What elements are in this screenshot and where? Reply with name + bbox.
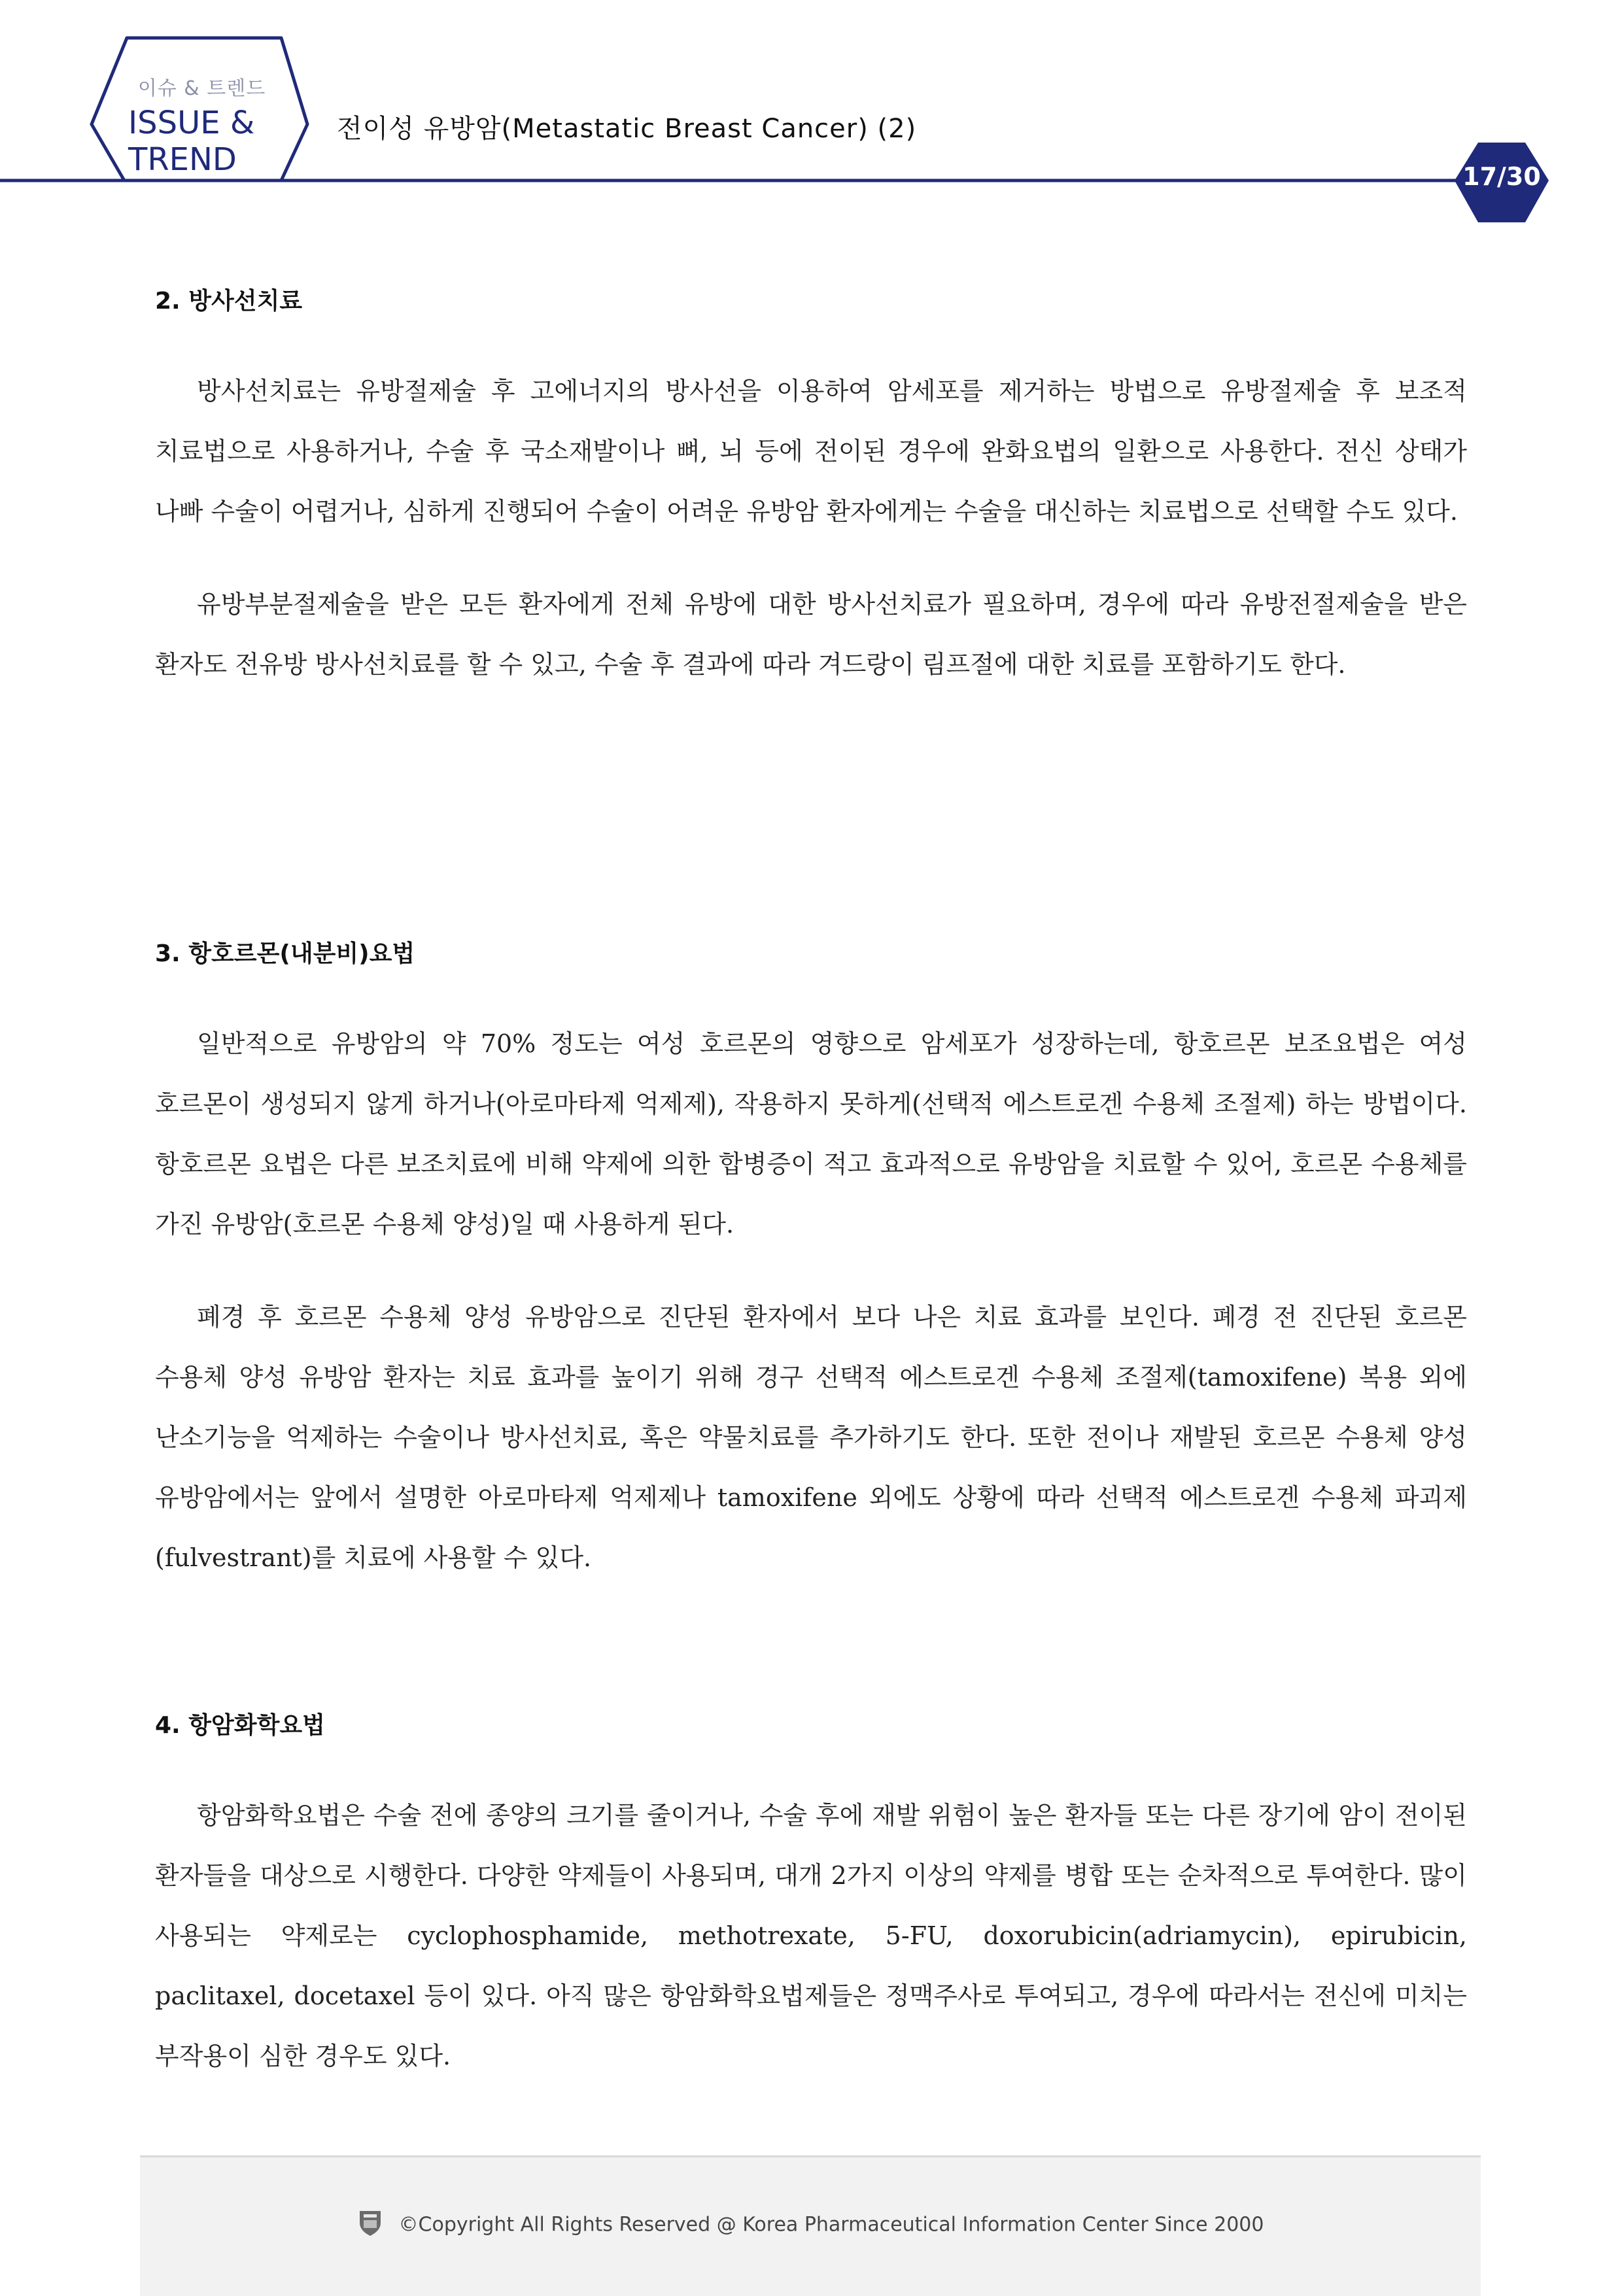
brand-line-2: TREND bbox=[128, 141, 237, 178]
paragraph: 항암화학요법은 수술 전에 종양의 크기를 줄이거나, 수술 후에 재발 위험이 높은 환자들 또는 다른 장기에 암이 전이된 환자들을 대상으로 시행한다. 다양한 약제들이 사용되며, 대개 2가지 이상의 약제를 병합 또는 순차적으로 투여한다. 많이 사용되는 약제로는 cyclophosphamide, methotrexate, 5-FU, doxorubicin(adriamycin), epirubicin, paclitaxel, docetaxel 등이 있다. 아직 많은 항암화학요법제들은 정맥주사로 투여되고, 경우에 따라서는 전신에 미치는 부작용이 심한 경우도 있다. bbox=[155, 1801, 1467, 2070]
paragraph: 유방부분절제술을 받은 모든 환자에게 전체 유방에 대한 방사선치료가 필요하며, 경우에 따라 유방전절제술을 받은 환자도 전유방 방사선치료를 할 수 있고, 수술 후 결과에 따라 겨드랑이 림프절에 대한 치료를 포함하기도 한다. bbox=[155, 590, 1467, 679]
section-title: 4. 항암화학요법 bbox=[155, 1712, 325, 1739]
brand-line-1: ISSUE & bbox=[128, 105, 255, 141]
copyright-text: ©Copyright All Rights Reserved @ Korea Pharmaceutical Information Center Since 2000 bbox=[398, 2213, 1264, 2236]
page-footer bbox=[140, 2155, 1481, 2296]
page-number-badge: 17/30 bbox=[1462, 162, 1541, 191]
section-title: 2. 방사선치료 bbox=[155, 288, 303, 315]
paragraph: 방사선치료는 유방절제술 후 고에너지의 방사선을 이용하여 암세포를 제거하는 방법으로 유방절제술 후 보조적 치료법으로 사용하거나, 수술 후 국소재발이나 뼈, 뇌 등에 전이된 경우에 완화요법의 일환으로 사용한다. 전신 상태가 나빠 수술이 어렵거나, 심하게 진행되어 수술이 어려운 유방암 환자에게는 수술을 대신하는 치료법으로 선택할 수도 있다. bbox=[155, 377, 1467, 526]
footer-content bbox=[140, 2208, 1481, 2242]
brand-english-label bbox=[128, 105, 285, 178]
section-chemotherapy bbox=[155, 1699, 1467, 2119]
paragraph: 일반적으로 유방암의 약 70% 정도는 여성 호르몬의 영향으로 암세포가 성장하는데, 항호르몬 보조요법은 여성 호르몬이 생성되지 않게 하거나(아로마타제 억제제), 작용하지 못하게(선택적 에스트로겐 수용체 조절제) 하는 방법이다. 항호르몬 요법은 다른 보조치료에 비해 약제에 의한 합병증이 적고 효과적으로 유방암을 치료할 수 있어, 호르몬 수용체를 가진 유방암(호르몬 수용체 양성)일 때 사용하게 된다. bbox=[155, 1029, 1467, 1239]
section-radiation-therapy bbox=[155, 275, 1467, 727]
brand-korean-label: 이슈 & 트렌드 bbox=[137, 77, 266, 100]
page-header bbox=[0, 0, 1622, 222]
paragraph: 폐경 후 호르몬 수용체 양성 유방암으로 진단된 환자에서 보다 나은 치료 효과를 보인다. 폐경 전 진단된 호르몬 수용체 양성 유방암 환자는 치료 효과를 높이기 위해 경구 선택적 에스트로겐 수용체 조절제(tamoxifene) 복용 외에 난소기능을 억제하는 수술이나 방사선치료, 혹은 약물치료를 추가하기도 한다. 또한 전이나 재발된 호르몬 수용체 양성 유방암에서는 앞에서 설명한 아로마타제 억제제나 tamoxifene 외에도 상황에 따라 선택적 에스트로겐 수용체 파괴제(fulvestrant)를 치료에 사용할 수 있다. bbox=[155, 1303, 1467, 1572]
document-title: 전이성 유방암(Metastatic Breast Cancer) (2) bbox=[337, 114, 917, 144]
shield-emblem-icon bbox=[357, 2208, 383, 2242]
section-hormone-therapy bbox=[155, 927, 1467, 1620]
section-title: 3. 항호르몬(내분비)요법 bbox=[155, 940, 415, 967]
